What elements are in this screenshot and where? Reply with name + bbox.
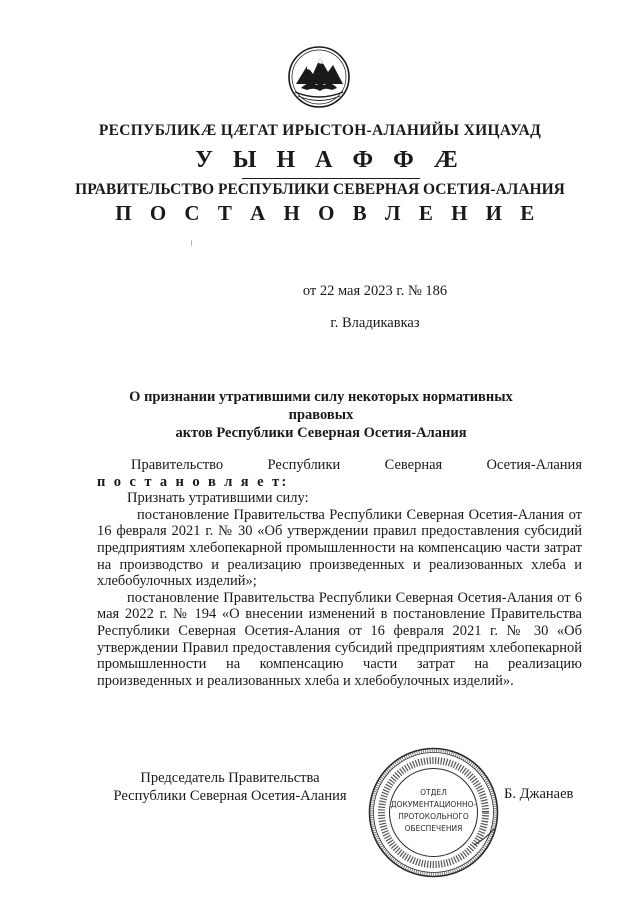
body-postanovlyaet bbox=[97, 474, 582, 491]
subject-line-2: актов Республики Северная Осетия-Алания bbox=[175, 425, 467, 441]
document-subject bbox=[96, 388, 546, 442]
subject-line-1: О признании утратившими силу некоторых нормативных правовых bbox=[129, 389, 513, 423]
header-unaffae: У Ы Н А Ф Ф Ӕ bbox=[195, 147, 465, 173]
signatory-title-line-1: Председатель Правительства bbox=[140, 770, 320, 786]
header-government: ПРАВИТЕЛЬСТВО РЕСПУБЛИКИ СЕВЕРНАЯ ОСЕТИЯ-АЛАНИЯ bbox=[75, 181, 565, 198]
body-intro: Правительство Республики Северная Осетия-Алания bbox=[131, 457, 582, 473]
body-item-1: постановление Правительства Республики Северная Осетия-Алания от 16 февраля 2021 г. № 30 «Об утверждении правил предоставления субсидий предприятиям хлебопекарной промышленности на компенсацию части затрат на производство и реализацию произведенных и реализованных хлеба и хлебобулочных изделий»; bbox=[97, 506, 582, 590]
header-divider bbox=[242, 178, 420, 179]
postanovlyaet-text: п о с т а н о в л я е т: bbox=[97, 473, 289, 490]
body-item-2: постановление Правительства Республики Северная Осетия-Алания от 6 мая 2022 г. № 194 «О внесении изменений в постановление Правительства Республики Северная Осетия-Алания от 16 февраля 2021 г. № 30 «Об утверждении Правил предоставления субсидий предприятиям хлебопекарной промышленности на компенсацию части затрат на реализацию произведенных и реализованных хлеба и хлебобулочных изделий». bbox=[97, 589, 582, 689]
document-body bbox=[97, 457, 582, 689]
seal-line-2: ДОКУМЕНТАЦИОННО- bbox=[390, 800, 477, 809]
official-seal-stamp bbox=[366, 745, 501, 880]
header-republic-ossetian: РЕСПУБЛИКӔ ЦӔГАТ ИРЫСТОН-АЛАНИЙЫ ХИЦАУАД bbox=[98, 122, 542, 139]
seal-line-3: ПРОТОКОЛЬНОГО bbox=[398, 812, 469, 821]
seal-line-4: ОБЕСПЕЧЕНИЯ bbox=[404, 824, 463, 833]
scan-speck bbox=[191, 240, 192, 246]
signatory-name: Б. Джанаев bbox=[504, 786, 574, 802]
document-city: г. Владикавказ bbox=[330, 315, 420, 331]
document-date: от 22 мая 2023 г. № 186 bbox=[302, 283, 448, 299]
signatory-title bbox=[100, 770, 360, 805]
coat-of-arms-emblem-icon bbox=[287, 44, 351, 110]
body-recognize: Признать утратившими силу: bbox=[127, 490, 309, 507]
signatory-title-line-2: Республики Северная Осетия-Алания bbox=[113, 787, 347, 804]
seal-line-1: ОТДЕЛ bbox=[420, 788, 447, 797]
header-postanovlenie: П О С Т А Н О В Л Е Н И Е bbox=[115, 201, 541, 225]
